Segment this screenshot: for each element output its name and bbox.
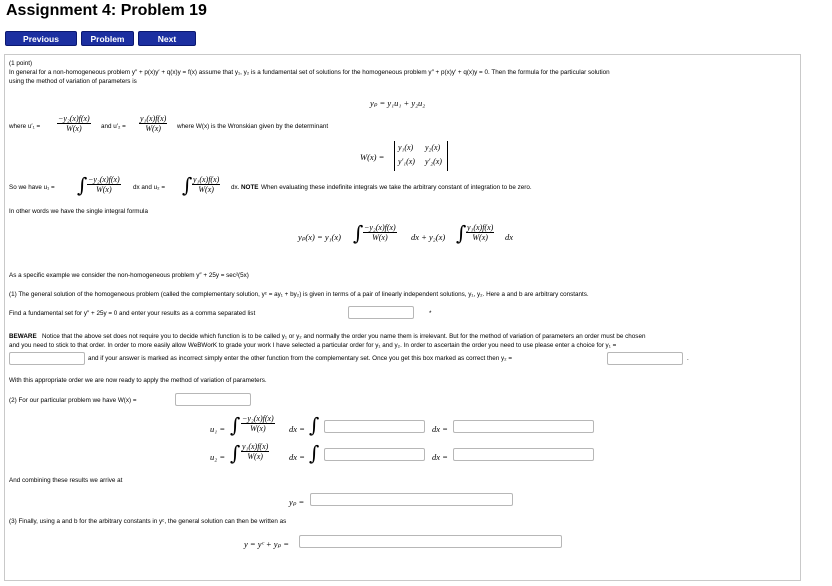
- single-integrand-1-numerator: −y₂(x)f(x): [364, 223, 396, 232]
- single-mid: dx + y₂(x): [411, 232, 446, 242]
- period: .: [687, 355, 689, 362]
- note-text: When evaluating these indefinite integrals we take the arbitrary constant of integration to be zero.: [261, 184, 532, 191]
- dx-and-label: dx and u₂ =: [133, 184, 166, 191]
- note-label: NOTE: [241, 184, 259, 191]
- beware-text-3: and if your answer is marked as incorrect simply enter the other function from the complementary set. Once you get this box marked as correct then y₂ =: [88, 355, 513, 362]
- intro-text-2: using the method of variation of parameters is: [9, 78, 137, 85]
- points-label: (1 point): [9, 60, 33, 67]
- intro-text: In general for a non-homogeneous problem y″ + p(x)y′ + q(x)y = f(x) assume that y₁, y₂ is a fundamental set of solutions for the homogeneous problem y″ + p(x)y′ + q(x)y = 0. Then the formula for the particular solution: [9, 69, 610, 76]
- find-fundamental-text: Find a fundamental set for y″ + 25y = 0 and enter your results as a comma separated list: [9, 310, 256, 317]
- single-yp-label: yₚ(x) = y₁(x): [298, 232, 341, 242]
- where-label: where u′₁ =: [9, 123, 41, 130]
- u2-row-integrand: [241, 442, 269, 461]
- yp-formula: yₚ = y₁u₁ + y₂u₂: [370, 98, 426, 108]
- integral-sign: ∫: [77, 173, 88, 197]
- u1-row-denominator: W(x): [250, 424, 266, 433]
- u1-prime-fraction: [57, 114, 91, 133]
- u1-integrand-numerator: −y₂(x)f(x): [88, 175, 120, 184]
- y2-input[interactable]: [607, 352, 683, 365]
- wronskian-text: where W(x) is the Wronskian given by the determinant: [177, 123, 329, 130]
- single-integrand-2-denominator: W(x): [472, 233, 488, 242]
- u2-integrand-input[interactable]: [324, 448, 425, 461]
- beware-text-1: Notice that the above set does not require you to decide which function is to be called y₁ or y₂ and normally the order you name them is irrelevant. But for the method of variation of parameters an order must be chosen: [42, 333, 646, 340]
- part1-text: (1) The general solution of the homogeneous problem (called the complementary solution, yᶜ = ay₁ + by₂) is given in terms of a pair of linearly independent solutions, y₁, y₂. Here a and b are arbitrary constants.: [9, 291, 589, 298]
- combining-text: And combining these results we arrive at: [9, 477, 123, 484]
- u2-integrand: [192, 175, 220, 194]
- u1-integrand-input[interactable]: [324, 420, 425, 433]
- required-star: *: [429, 310, 432, 317]
- single-integrand-2-numerator: y₁(x)f(x): [467, 223, 494, 232]
- yp-input[interactable]: [310, 493, 513, 506]
- u1-row-numerator: −y₂(x)f(x): [242, 414, 274, 423]
- part2-text: (2) For our particular problem we have W(x) =: [9, 397, 137, 404]
- beware-bold: BEWARE: [9, 333, 37, 340]
- fundamental-set-input[interactable]: [348, 306, 414, 319]
- u1-integrand-denominator: W(x): [96, 185, 112, 194]
- problem-panel: [4, 54, 801, 581]
- single-integrand-1-denominator: W(x): [372, 233, 388, 242]
- single-integrand-2: [466, 223, 494, 242]
- previous-problem-button[interactable]: Previous: [5, 31, 77, 46]
- with-order-text: With this appropriate order we are now ready to apply the method of variation of parameters.: [9, 377, 267, 384]
- next-problem-button[interactable]: Next: [138, 31, 196, 46]
- integral-sign: ∫: [182, 173, 193, 197]
- u1-dx-eq: dx =: [289, 424, 305, 434]
- single-integrand-1: [363, 223, 397, 242]
- u1-row-integrand: [241, 414, 275, 433]
- u1-prime-numerator: −y₂(x)f(x): [58, 114, 90, 123]
- general-eq-label: y = yᶜ + yₚ =: [244, 539, 290, 549]
- u1-prime-denominator: W(x): [66, 124, 82, 133]
- page-title: Assignment 4: Problem 19: [6, 2, 207, 19]
- integral-sign: ∫: [309, 441, 320, 465]
- single-integral-text: In other words we have the single integral formula: [9, 208, 148, 215]
- so-we-have-label: So we have u₁ =: [9, 184, 55, 191]
- yp-eq-label: yₚ =: [289, 497, 305, 507]
- u2-prime-numerator: y₁(x)f(x): [140, 114, 167, 123]
- dx-note-prefix: dx.: [231, 184, 240, 191]
- integral-sign: ∫: [230, 441, 241, 465]
- u2-dx-eq: dx =: [289, 452, 305, 462]
- beware-label: [9, 333, 37, 341]
- single-dx: dx: [505, 232, 514, 242]
- u1-result-input[interactable]: [453, 420, 594, 433]
- u2-row-denominator: W(x): [247, 452, 263, 461]
- integral-sign: ∫: [353, 221, 364, 245]
- y1-choice-input[interactable]: [9, 352, 85, 365]
- u2-row-numerator: y₁(x)f(x): [242, 442, 269, 451]
- matrix-y2-prime: y′₂(x): [425, 157, 442, 166]
- u2-integrand-denominator: W(x): [198, 185, 214, 194]
- problem-list-button[interactable]: Problem: [81, 31, 134, 46]
- u1-integrand: [87, 175, 121, 194]
- beware-text-2: and you need to stick to that order. In order to more easily allow WeBWorK to grade your work I have selected a particular order for y₁ and y₂. In order to ascertain the order you need to use please enter a choice for y₁ =: [9, 342, 617, 349]
- u2-result-input[interactable]: [453, 448, 594, 461]
- u2-result-dx-eq: dx =: [432, 452, 448, 462]
- u2-prime-denominator: W(x): [145, 124, 161, 133]
- part3-text: (3) Finally, using a and b for the arbitrary constants in yᶜ, the general solution can then be written as: [9, 518, 287, 525]
- integral-sign: ∫: [230, 413, 241, 437]
- general-solution-input[interactable]: [299, 535, 562, 548]
- u2-label: u₂ =: [210, 452, 226, 462]
- wx-label: W(x) =: [360, 152, 385, 162]
- u1-result-dx-eq: dx =: [432, 424, 448, 434]
- matrix-y1: y₁(x): [398, 143, 414, 152]
- matrix-y1-prime: y′₁(x): [398, 157, 415, 166]
- matrix-y2: y₂(x): [425, 143, 441, 152]
- integral-sign: ∫: [309, 413, 320, 437]
- wronskian-matrix: [394, 141, 448, 171]
- example-text: As a specific example we consider the non-homogeneous problem y″ + 25y = sec²(5x): [9, 272, 249, 279]
- u1-label: u₁ =: [210, 424, 226, 434]
- wronskian-input[interactable]: [175, 393, 251, 406]
- u2-prime-fraction: [139, 114, 167, 133]
- and-label: and u′₂ =: [101, 123, 126, 130]
- u2-integrand-numerator: y₁(x)f(x): [193, 175, 220, 184]
- integral-sign: ∫: [456, 221, 467, 245]
